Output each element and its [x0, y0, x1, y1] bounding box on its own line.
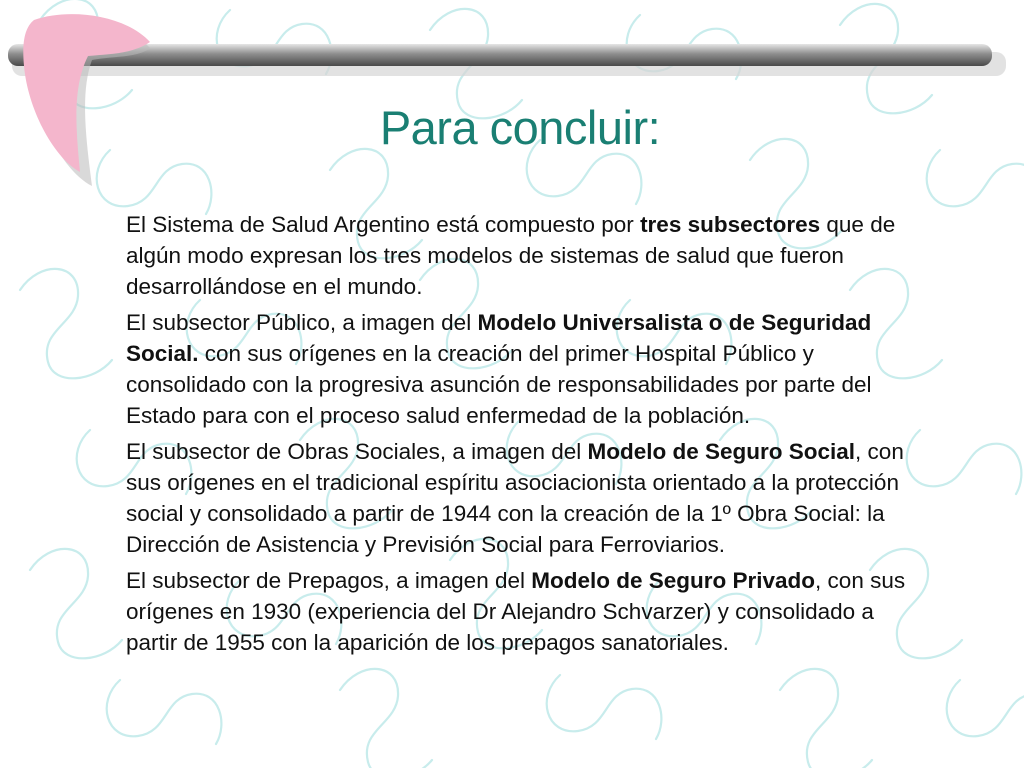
- text-run: El subsector de Obras Sociales, a imagen del: [126, 439, 588, 464]
- text-run: El Sistema de Salud Argentino está compuesto por: [126, 212, 641, 237]
- bold-text-run: Modelo Universalista o de Seguridad Social.: [126, 310, 872, 366]
- slide-title: Para concluir:: [379, 101, 661, 154]
- paragraph-obras-sociales: [126, 436, 926, 560]
- paragraph-prepagos: [126, 565, 926, 658]
- slide-body: [126, 209, 926, 663]
- bold-text-run: Modelo de Seguro Privado: [531, 568, 816, 593]
- text-run: que de algún modo expresan los tres modelos de sistemas de salud que fueron desarrollándose en el mundo.: [126, 212, 896, 299]
- text-run: El subsector de Prepagos, a imagen del: [126, 568, 532, 593]
- header-bar: [8, 44, 1006, 76]
- text-run: , con sus orígenes en el tradicional espíritu asociacionista orientado a la protección social y consolidado a partir de 1944 con la creación de la 1º Obra Social: la Dirección de Asistencia y Previsión Social para Ferroviarios.: [126, 439, 904, 557]
- paragraph-sistema-salud: [126, 209, 926, 302]
- text-run: con sus orígenes en la creación del primer Hospital Público y consolidado con la progresiva asunción de responsabilidades por parte del Estado para con el proceso salud enfermedad de la población.: [126, 341, 872, 428]
- bold-text-run: tres subsectores: [640, 212, 821, 237]
- paragraph-subsector-publico: [126, 307, 926, 431]
- bold-text-run: Modelo de Seguro Social: [587, 439, 856, 464]
- text-run: El subsector Público, a imagen del: [126, 310, 478, 335]
- text-run: , con sus orígenes en 1930 (experiencia del Dr Alejandro Schvarzer) y consolidado a partir de 1955 con la aparición de los prepagos sanatoriales.: [126, 568, 906, 655]
